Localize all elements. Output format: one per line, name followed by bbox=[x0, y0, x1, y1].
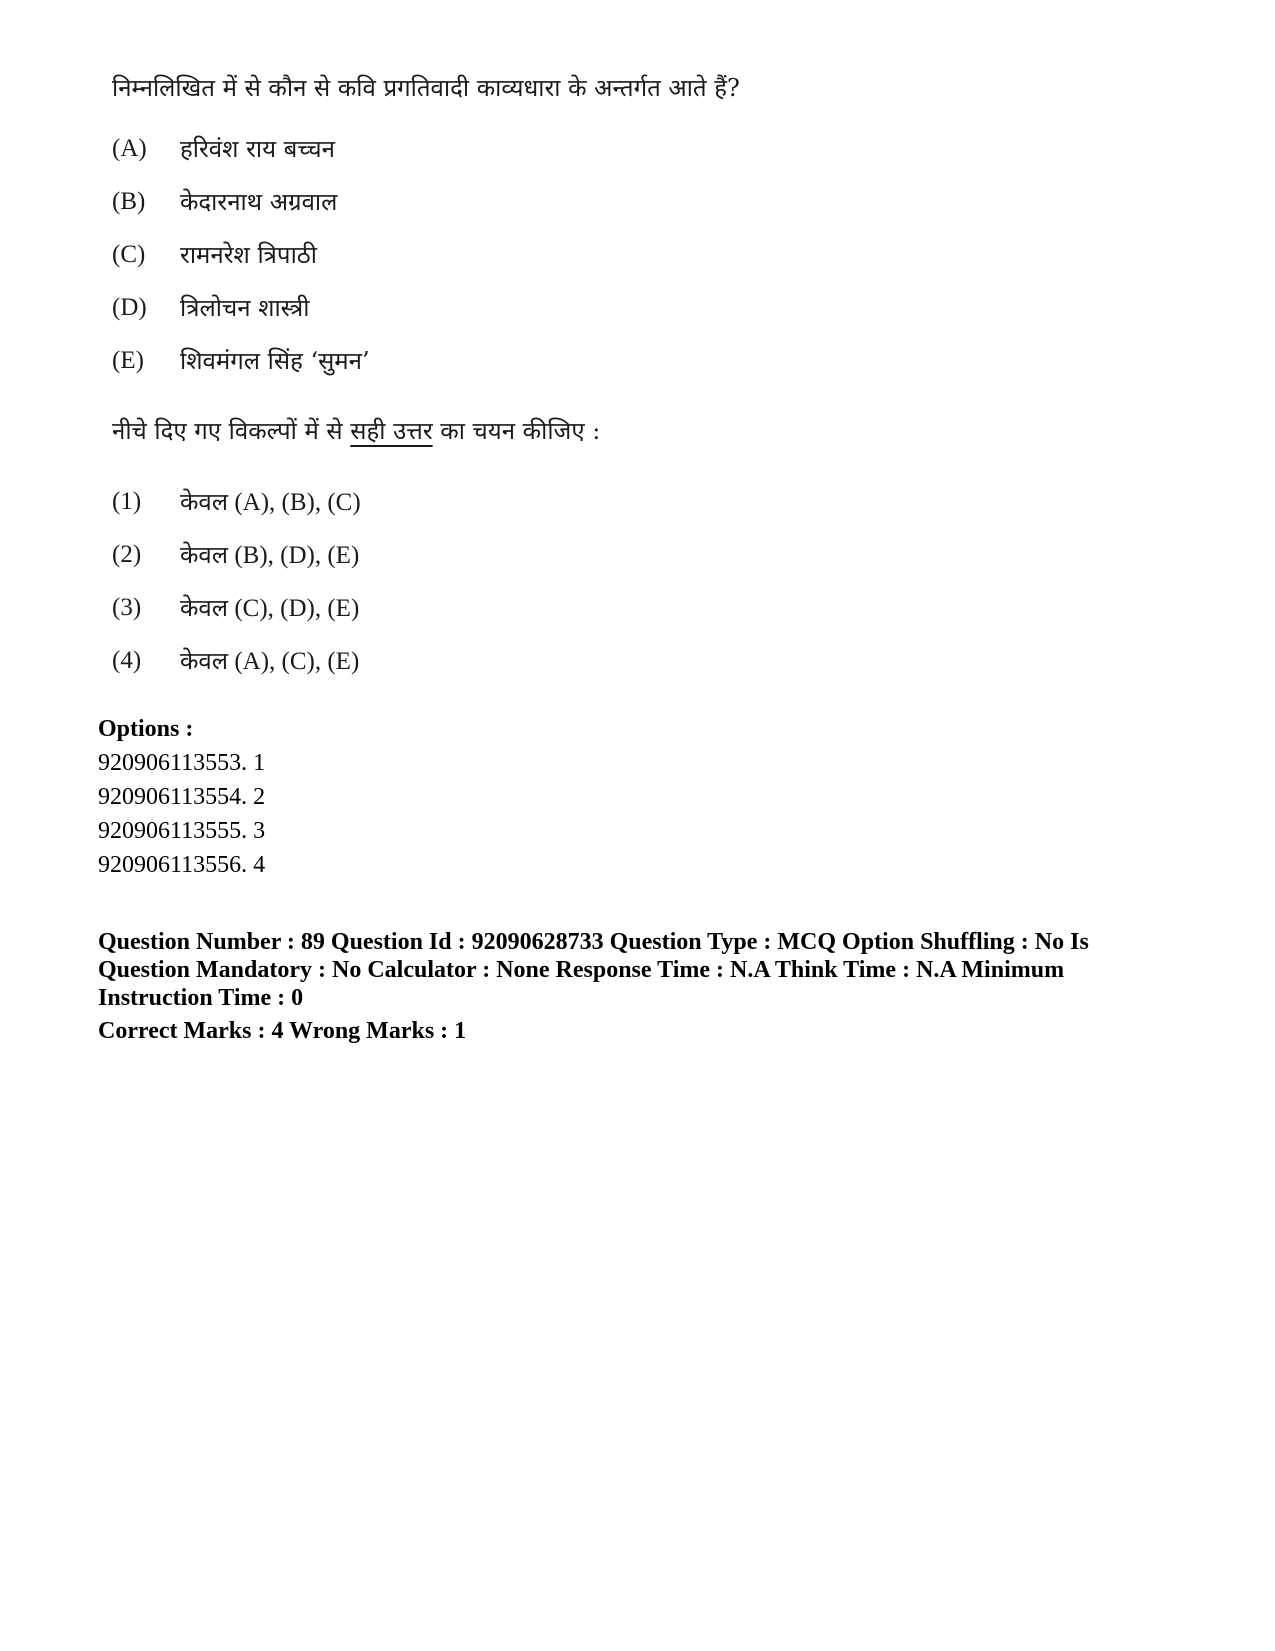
choice-list bbox=[112, 475, 792, 687]
choice-label: (3) bbox=[112, 593, 142, 621]
choice-prefix: केवल bbox=[180, 594, 229, 622]
choice-value: (A), (B), (C) bbox=[228, 489, 361, 516]
option-line: 920906113555. 3 bbox=[98, 818, 266, 844]
statement-label: (C) bbox=[112, 240, 146, 268]
choice-text bbox=[180, 591, 359, 624]
choice-item bbox=[112, 581, 792, 634]
options-section bbox=[98, 712, 1198, 882]
statement-text: हरिवंश राय बच्चन bbox=[180, 135, 335, 163]
choice-label: (4) bbox=[112, 646, 142, 674]
instruction-emphasis: सही उत्तर bbox=[350, 417, 433, 445]
statement-text: रामनरेश त्रिपाठी bbox=[180, 241, 317, 269]
choice-item bbox=[112, 634, 792, 687]
statement-label: (B) bbox=[112, 187, 146, 215]
choice-text bbox=[180, 538, 359, 571]
statement-item bbox=[112, 281, 792, 334]
instruction-text bbox=[112, 411, 792, 455]
question-info: Question Number : 89 Question Id : 92090628733 Question Type : MCQ Option Shuffling : No Is Question Mandatory : No Calculator : None Response Time : N.A Think Time : N.A Minimum Instruction Time : 0 bbox=[98, 929, 1089, 1011]
choice-item bbox=[112, 475, 792, 528]
choice-prefix: केवल bbox=[180, 488, 229, 516]
statement-text: केदारनाथ अग्रवाल bbox=[180, 188, 338, 216]
statement-item bbox=[112, 175, 792, 228]
instruction-part: नीचे दिए गए विकल्पों में से bbox=[112, 417, 351, 445]
instruction-part: का चयन कीजिए : bbox=[432, 417, 601, 445]
choice-text bbox=[180, 644, 359, 677]
statement-text: त्रिलोचन शास्त्री bbox=[180, 294, 310, 322]
choice-value: (C), (D), (E) bbox=[228, 595, 360, 622]
statement-label: (A) bbox=[112, 134, 147, 162]
statement-list bbox=[112, 122, 792, 387]
choice-value: (A), (C), (E) bbox=[228, 648, 360, 675]
statement-label: (D) bbox=[112, 293, 147, 321]
statement-item bbox=[112, 122, 792, 175]
choice-prefix: केवल bbox=[180, 647, 229, 675]
option-line: 920906113553. 1 bbox=[98, 750, 266, 776]
question-image bbox=[112, 68, 792, 687]
options-heading: Options : bbox=[98, 716, 194, 742]
option-line: 920906113554. 2 bbox=[98, 784, 266, 810]
marks-info: Correct Marks : 4 Wrong Marks : 1 bbox=[98, 1018, 467, 1044]
choice-prefix: केवल bbox=[180, 541, 229, 569]
choice-label: (2) bbox=[112, 540, 142, 568]
statement-item bbox=[112, 334, 792, 387]
choice-value: (B), (D), (E) bbox=[228, 542, 360, 569]
choice-item bbox=[112, 528, 792, 581]
statement-item bbox=[112, 228, 792, 281]
option-line: 920906113556. 4 bbox=[98, 852, 266, 878]
choice-label: (1) bbox=[112, 487, 142, 515]
choice-text bbox=[180, 485, 361, 518]
statement-label: (E) bbox=[112, 346, 144, 374]
question-text: निम्नलिखित में से कौन से कवि प्रगतिवादी काव्यधारा के अन्तर्गत आते हैं? bbox=[112, 74, 740, 102]
statement-text: शिवमंगल सिंह ‘सुमन’ bbox=[180, 347, 370, 375]
